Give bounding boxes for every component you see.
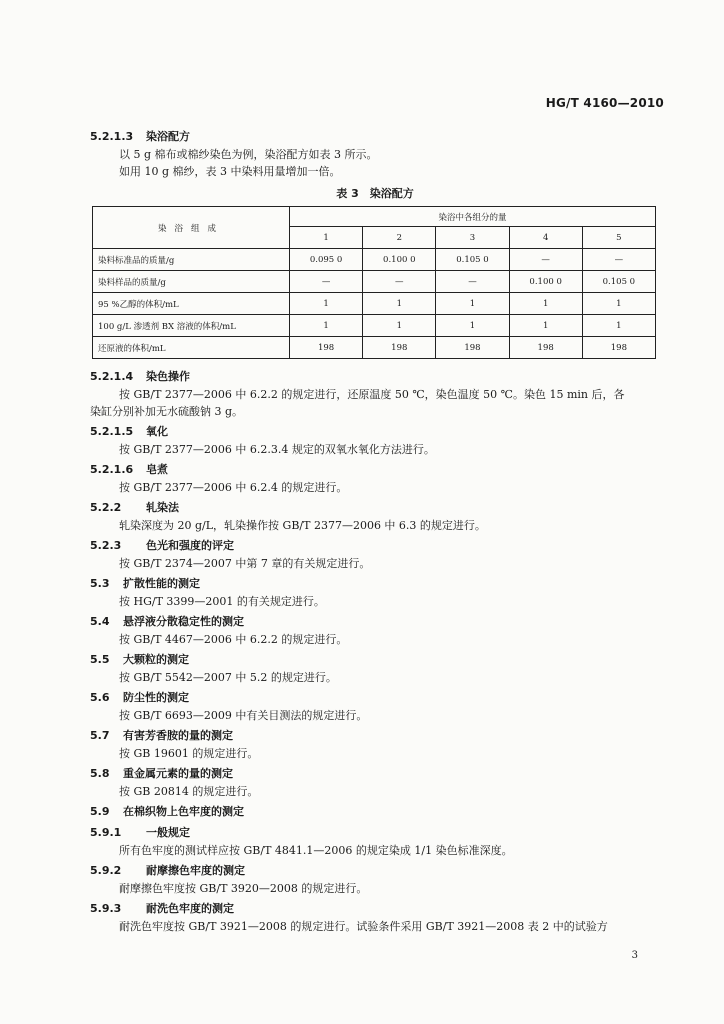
- paragraph: 轧染深度为 20 g/L，轧染操作按 GB/T 2377—2006 中 6.3 的规定进行。: [119, 519, 486, 532]
- section-heading: [90, 420, 660, 441]
- paragraph: 按 GB/T 4467—2006 中 6.2.2 的规定进行。: [119, 633, 348, 646]
- table-cell: 198: [509, 337, 582, 359]
- column-header: 1: [290, 227, 363, 249]
- page-number: 3: [631, 950, 638, 961]
- paragraph: 按 HG/T 3399—2001 的有关规定进行。: [119, 595, 325, 608]
- section-title: 扩散性能的测定: [123, 577, 200, 590]
- section-title: 大颗粒的测定: [123, 653, 189, 666]
- table-cell: 1: [363, 293, 436, 315]
- section-number: 5.9.2: [90, 864, 122, 877]
- section-number: 5.7: [90, 729, 110, 742]
- paragraph: 按 GB/T 2377—2006 中 6.2.3.4 规定的双氧水氧化方法进行。: [119, 443, 435, 456]
- section-heading: [90, 572, 660, 593]
- section-title: 染色操作: [146, 370, 190, 383]
- table-cell: —: [582, 249, 655, 271]
- section-title: 皂煮: [146, 463, 168, 476]
- table-cell: 198: [363, 337, 436, 359]
- section-number: 5.2.1.3: [90, 130, 134, 143]
- section-heading: [90, 686, 660, 707]
- table-caption: 表 3 染浴配方: [336, 187, 414, 200]
- table-cell: 1: [290, 293, 363, 315]
- paragraph: 按 GB/T 2377—2006 中 6.2.4 的规定进行。: [119, 481, 348, 494]
- section-number: 5.8: [90, 767, 110, 780]
- section-title: 一般规定: [146, 826, 190, 839]
- table-cell: 198: [290, 337, 363, 359]
- paragraph: 如用 10 g 棉纱，表 3 中染料用量增加一倍。: [119, 165, 341, 178]
- column-header: 2: [363, 227, 436, 249]
- section-title: 染浴配方: [146, 130, 190, 143]
- section-heading: [90, 365, 660, 386]
- row-label: 染料样品的质量/g: [93, 271, 290, 293]
- row-label: 染料标准品的质量/g: [93, 249, 290, 271]
- section-title: 耐洗色牢度的测定: [146, 902, 234, 915]
- section-heading: [90, 125, 660, 146]
- section-number: 5.2.3: [90, 539, 122, 552]
- paragraph: 耐洗色牢度按 GB/T 3921—2008 的规定进行。试验条件采用 GB/T 3921—2008 表 2 中的试验方: [119, 920, 608, 933]
- table-row: [93, 249, 656, 271]
- table-cell: 1: [290, 315, 363, 337]
- header-component: 染浴组成: [93, 207, 290, 249]
- paragraph: 染缸分别补加无水硫酸钠 3 g。: [90, 405, 244, 418]
- table-cell: 0.100 0: [363, 249, 436, 271]
- paragraph: 耐摩擦色牢度按 GB/T 3920—2008 的规定进行。: [119, 882, 368, 895]
- table-cell: 1: [582, 315, 655, 337]
- section-heading: [90, 859, 660, 880]
- section-title: 悬浮液分散稳定性的测定: [123, 615, 244, 628]
- section-title: 轧染法: [146, 501, 179, 514]
- table-cell: 1: [582, 293, 655, 315]
- section-heading: [90, 534, 660, 555]
- table-row: [93, 337, 656, 359]
- table-cell: 1: [436, 315, 509, 337]
- paragraph: 按 GB/T 2374—2007 中第 7 章的有关规定进行。: [119, 557, 371, 570]
- paragraph: 按 GB/T 5542—2007 中 5.2 的规定进行。: [119, 671, 337, 684]
- table-row: [93, 271, 656, 293]
- section-heading: [90, 821, 660, 842]
- column-header: 3: [436, 227, 509, 249]
- section-number: 5.2.2: [90, 501, 122, 514]
- section-heading: [90, 762, 660, 783]
- section-heading: [90, 800, 660, 821]
- table-cell: 0.105 0: [436, 249, 509, 271]
- section-number: 5.6: [90, 691, 110, 704]
- paragraph: 按 GB 19601 的规定进行。: [119, 747, 259, 760]
- table-cell: —: [363, 271, 436, 293]
- row-label: 95 %乙醇的体积/mL: [93, 293, 290, 315]
- section-title: 重金属元素的量的测定: [123, 767, 233, 780]
- section-title: 氧化: [146, 425, 168, 438]
- table-row: [93, 293, 656, 315]
- recipe-table: [92, 206, 656, 359]
- section-number: 5.2.1.5: [90, 425, 134, 438]
- section-heading: [90, 458, 660, 479]
- header-group: 染浴中各组分的量: [290, 207, 656, 227]
- section-title: 防尘性的测定: [123, 691, 189, 704]
- paragraph: 以 5 g 棉布或棉纱染色为例，染浴配方如表 3 所示。: [119, 148, 378, 161]
- table-cell: 198: [436, 337, 509, 359]
- table-cell: 1: [363, 315, 436, 337]
- section-title: 耐摩擦色牢度的测定: [146, 864, 245, 877]
- section-heading: [90, 724, 660, 745]
- section-number: 5.9.3: [90, 902, 122, 915]
- section-number: 5.2.1.4: [90, 370, 134, 383]
- standard-code: HG/T 4160—2010: [545, 96, 664, 110]
- section-heading: [90, 496, 660, 517]
- table-header-row: [93, 207, 656, 227]
- paragraph: 按 GB 20814 的规定进行。: [119, 785, 259, 798]
- section-number: 5.5: [90, 653, 110, 666]
- row-label: 还原液的体积/mL: [93, 337, 290, 359]
- table-row: [93, 315, 656, 337]
- section-number: 5.9: [90, 805, 110, 818]
- section-heading: [90, 648, 660, 669]
- table-cell: 1: [509, 315, 582, 337]
- section-title: 在棉织物上色牢度的测定: [123, 805, 244, 818]
- table-cell: —: [436, 271, 509, 293]
- column-header: 4: [509, 227, 582, 249]
- table-cell: —: [290, 271, 363, 293]
- paragraph: 按 GB/T 2377—2006 中 6.2.2 的规定进行，还原温度 50 ℃，染色温度 50 ℃。染色 15 min 后，各: [119, 388, 625, 401]
- section-number: 5.2.1.6: [90, 463, 134, 476]
- section-number: 5.9.1: [90, 826, 122, 839]
- section-heading: [90, 610, 660, 631]
- table-cell: 1: [436, 293, 509, 315]
- table-cell: —: [509, 249, 582, 271]
- section-number: 5.4: [90, 615, 110, 628]
- table-cell: 198: [582, 337, 655, 359]
- paragraph: 所有色牢度的测试样应按 GB/T 4841.1—2006 的规定染成 1/1 染色标准深度。: [119, 844, 513, 857]
- table-cell: 1: [509, 293, 582, 315]
- section-title: 有害芳香胺的量的测定: [123, 729, 233, 742]
- table-cell: 0.100 0: [509, 271, 582, 293]
- paragraph: 按 GB/T 6693—2009 中有关目测法的规定进行。: [119, 709, 368, 722]
- table-cell: 0.095 0: [290, 249, 363, 271]
- table-cell: 0.105 0: [582, 271, 655, 293]
- row-label: 100 g/L 渗透剂 BX 溶液的体积/mL: [93, 315, 290, 337]
- column-header: 5: [582, 227, 655, 249]
- section-title: 色光和强度的评定: [146, 539, 234, 552]
- document-body: [90, 125, 660, 935]
- section-heading: [90, 897, 660, 918]
- section-number: 5.3: [90, 577, 110, 590]
